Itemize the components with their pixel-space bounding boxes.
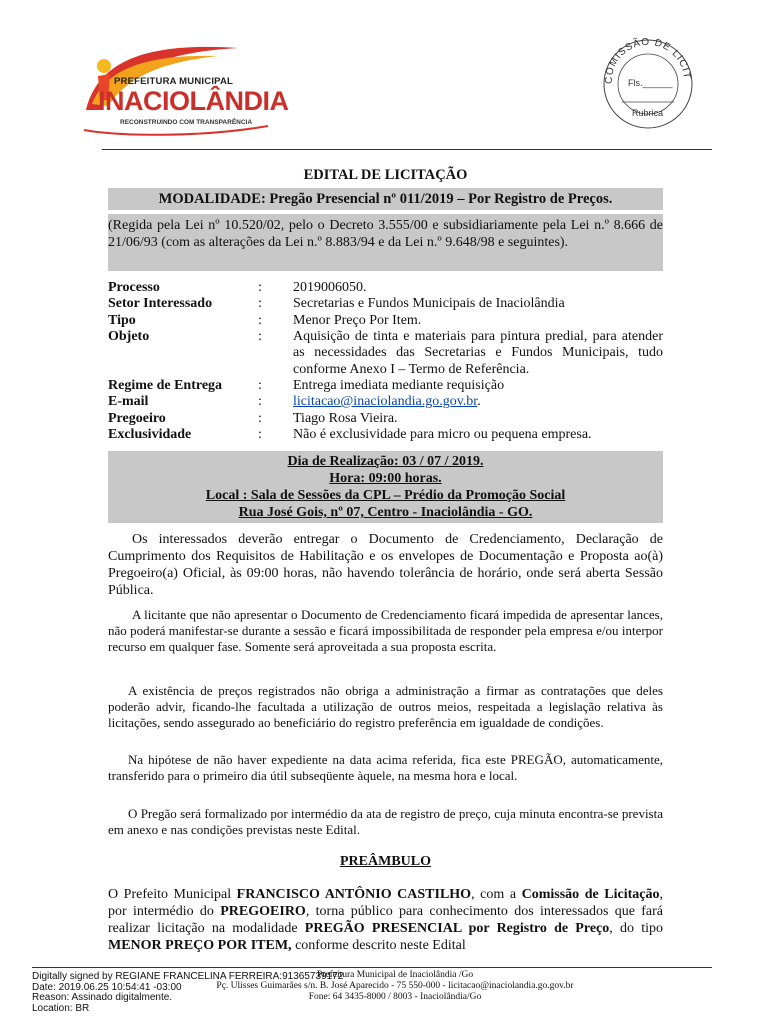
realizacao-dia: Dia de Realização: 03 / 07 / 2019. (287, 454, 484, 469)
regime-value: Entrega imediata mediante requisição (293, 378, 505, 393)
objeto-label: Objeto (108, 329, 150, 344)
colon: : (258, 394, 262, 409)
comissao-stamp (600, 34, 694, 130)
exclusividade-label: Exclusividade (108, 427, 192, 442)
logo-top-text: PREFEITURA MUNICIPAL (114, 76, 234, 87)
processo-value: 2019006050. (293, 280, 367, 295)
prefeitura-logo (78, 40, 289, 140)
signature-line-1: Digitally signed by REGIANE FRANCELINA FERREIRA:91365739172 (32, 971, 344, 982)
prefeito-name: FRANCISCO ANTÔNIO CASTILHO (236, 887, 472, 902)
colon: : (258, 427, 262, 442)
setor-value: Secretarias e Fundos Municipais de Inaciolândia (293, 296, 565, 311)
colon: : (258, 378, 262, 393)
comissao-text: Comissão de Licitação (521, 887, 660, 902)
colon: : (258, 411, 262, 426)
modalidade-text: MODALIDADE: Pregão Presencial nº 011/2019 – Por Registro de Preços. (158, 191, 613, 207)
colon: : (258, 313, 262, 328)
paragraph-1: Os interessados deverão entregar o Documento de Credenciamento, Declaração de Cumprimento dos Requisitos de Habilitação e os envelopes de Documentação e Proposta ao(à) Pregoeiro(a) Oficial, às 09:00 horas, não havendo tolerância de horário, onde será aberta Sessão Pública. (108, 532, 663, 598)
colon: : (258, 329, 262, 344)
regime-label: Regime de Entrega (108, 378, 223, 393)
signature-line-4: Location: BR (32, 1002, 90, 1014)
pregoeiro-value: Tiago Rosa Vieira. (293, 411, 398, 426)
realizacao-local: Local : Sala de Sessões da CPL – Prédio da Promoção Social (205, 488, 566, 503)
paragraph-5: O Pregão será formalizado por intermédio da ata de registro de preço, cuja minuta encontra-se prevista em anexo e nas condições previstas neste Edital. (108, 806, 663, 837)
email-label: E-mail (108, 394, 149, 409)
footer-line-1: Prefeitura Municipal de Inaciolândia /Go (316, 970, 474, 980)
signature-line-3: Reason: Assinado digitalmente. (32, 992, 173, 1003)
processo-label: Processo (108, 280, 160, 295)
regida-text: (Regida pela Lei nº 10.520/02, pelo o Decreto 3.555/00 e subsidiariamente pela Lei n.º 8.666 de 21/06/93 (com as alterações da Lei n.º 8.883/94 e da Lei n.º 9.648/98 e seguintes). (108, 218, 663, 250)
modalidade-box (108, 188, 663, 210)
signature-line-2: Date: 2019.06.25 10:54:41 -03:00 (32, 981, 182, 993)
footer-address (170, 970, 620, 1003)
tipo-value: Menor Preço Por Item. (293, 313, 422, 328)
stamp-ring-text: COMISSÃO DE LICIT (603, 36, 693, 85)
stamp-seal-icon (600, 34, 694, 130)
paragraph-4: Na hipótese de não haver expediente na data acima referida, fica este PREGÃO, automaticamente, transferido para o primeiro dia útil subseqüente àquele, na mesma hora e local. (108, 752, 663, 783)
preambulo-title: PREÂMBULO (340, 854, 431, 869)
tipo-label: Tipo (108, 313, 136, 328)
pregoeiro-text: PREGOEIRO (220, 904, 306, 919)
stamp-rubrica-text: Rubrica (632, 108, 664, 118)
exclusividade-value: Não é exclusividade para micro ou pequena empresa. (293, 427, 592, 442)
preambulo-paragraph (108, 886, 663, 954)
objeto-value: Aquisição de tinta e materiais para pintura predial, para atender as necessidades das Secretarias e Fundos Municipais, tudo conforme Anexo I – Termo de Referência. (293, 329, 663, 377)
preambulo-t6: conforme descrito neste Edital (291, 938, 466, 953)
logo-main-text: INACIOLÂNDIA (98, 86, 289, 116)
modalidade-bold: PREGÃO PRESENCIAL por Registro de Preço (304, 921, 610, 936)
pregoeiro-label: Pregoeiro (108, 411, 166, 426)
regida-box (108, 214, 663, 271)
header-divider (102, 149, 712, 150)
preambulo-t4: , torna público para conhecimento dos interessados que fará realizar licitação na modalidade (108, 904, 664, 936)
colon: : (258, 296, 262, 311)
paragraph-3: A existência de preços registrados não obriga a administração a firmar as contratações que deles poderão advir, ficando-lhe facultada a utilização de outros meios, respeitada a legislação relativa às licitações, sendo assegurado ao beneficiário do registro preferência em igualdade de condições. (108, 683, 663, 730)
realizacao-rua: Rua José Gois, nº 07, Centro - Inaciolândia - GO. (238, 505, 533, 520)
tipo-bold: MENOR PREÇO POR ITEM, (108, 938, 292, 953)
preambulo-t1: O Prefeito Municipal (108, 887, 237, 902)
realizacao-box (108, 451, 663, 523)
document-title: EDITAL DE LICITAÇÃO (303, 167, 468, 183)
footer-line-2: Pç. Ulisses Guimarães s/n. B. José Aparecido - 75 550-000 - licitacao@inaciolandia.go.gov.br (216, 981, 574, 991)
setor-label: Setor Interessado (108, 296, 213, 311)
colon: : (258, 280, 262, 295)
preambulo-t5: , do tipo (609, 921, 663, 936)
footer-divider (32, 967, 712, 968)
svg-text:COMISSÃO DE LICITAÇÃO (600, 34, 692, 84)
stamp-fls-text: Fls.______ (628, 78, 673, 88)
email-link[interactable]: licitacao@inaciolandia.go.gov.br (293, 394, 478, 409)
paragraph-2: A licitante que não apresentar o Documento de Credenciamento ficará impedida de apresentar lances, não poderá manifestar-se durante a sessão e ficará impossibilitada de responder pela empresa e/ou interpor recurso em qualquer fase. Somente será aproveitada a sua proposta escrita. (108, 607, 663, 654)
process-info (108, 280, 663, 445)
email-suffix: . (477, 394, 481, 409)
preambulo-t2: , com a (471, 887, 522, 902)
logo-sub-text: RECONSTRUINDO COM TRANSPARÊNCIA (120, 119, 253, 126)
footer-line-3: Fone: 64 3435-8000 / 8003 - Inaciolândia/Go (308, 992, 482, 1002)
preambulo-t3: , por intermédio do (108, 887, 663, 919)
realizacao-hora: Hora: 09:00 horas. (329, 471, 442, 486)
